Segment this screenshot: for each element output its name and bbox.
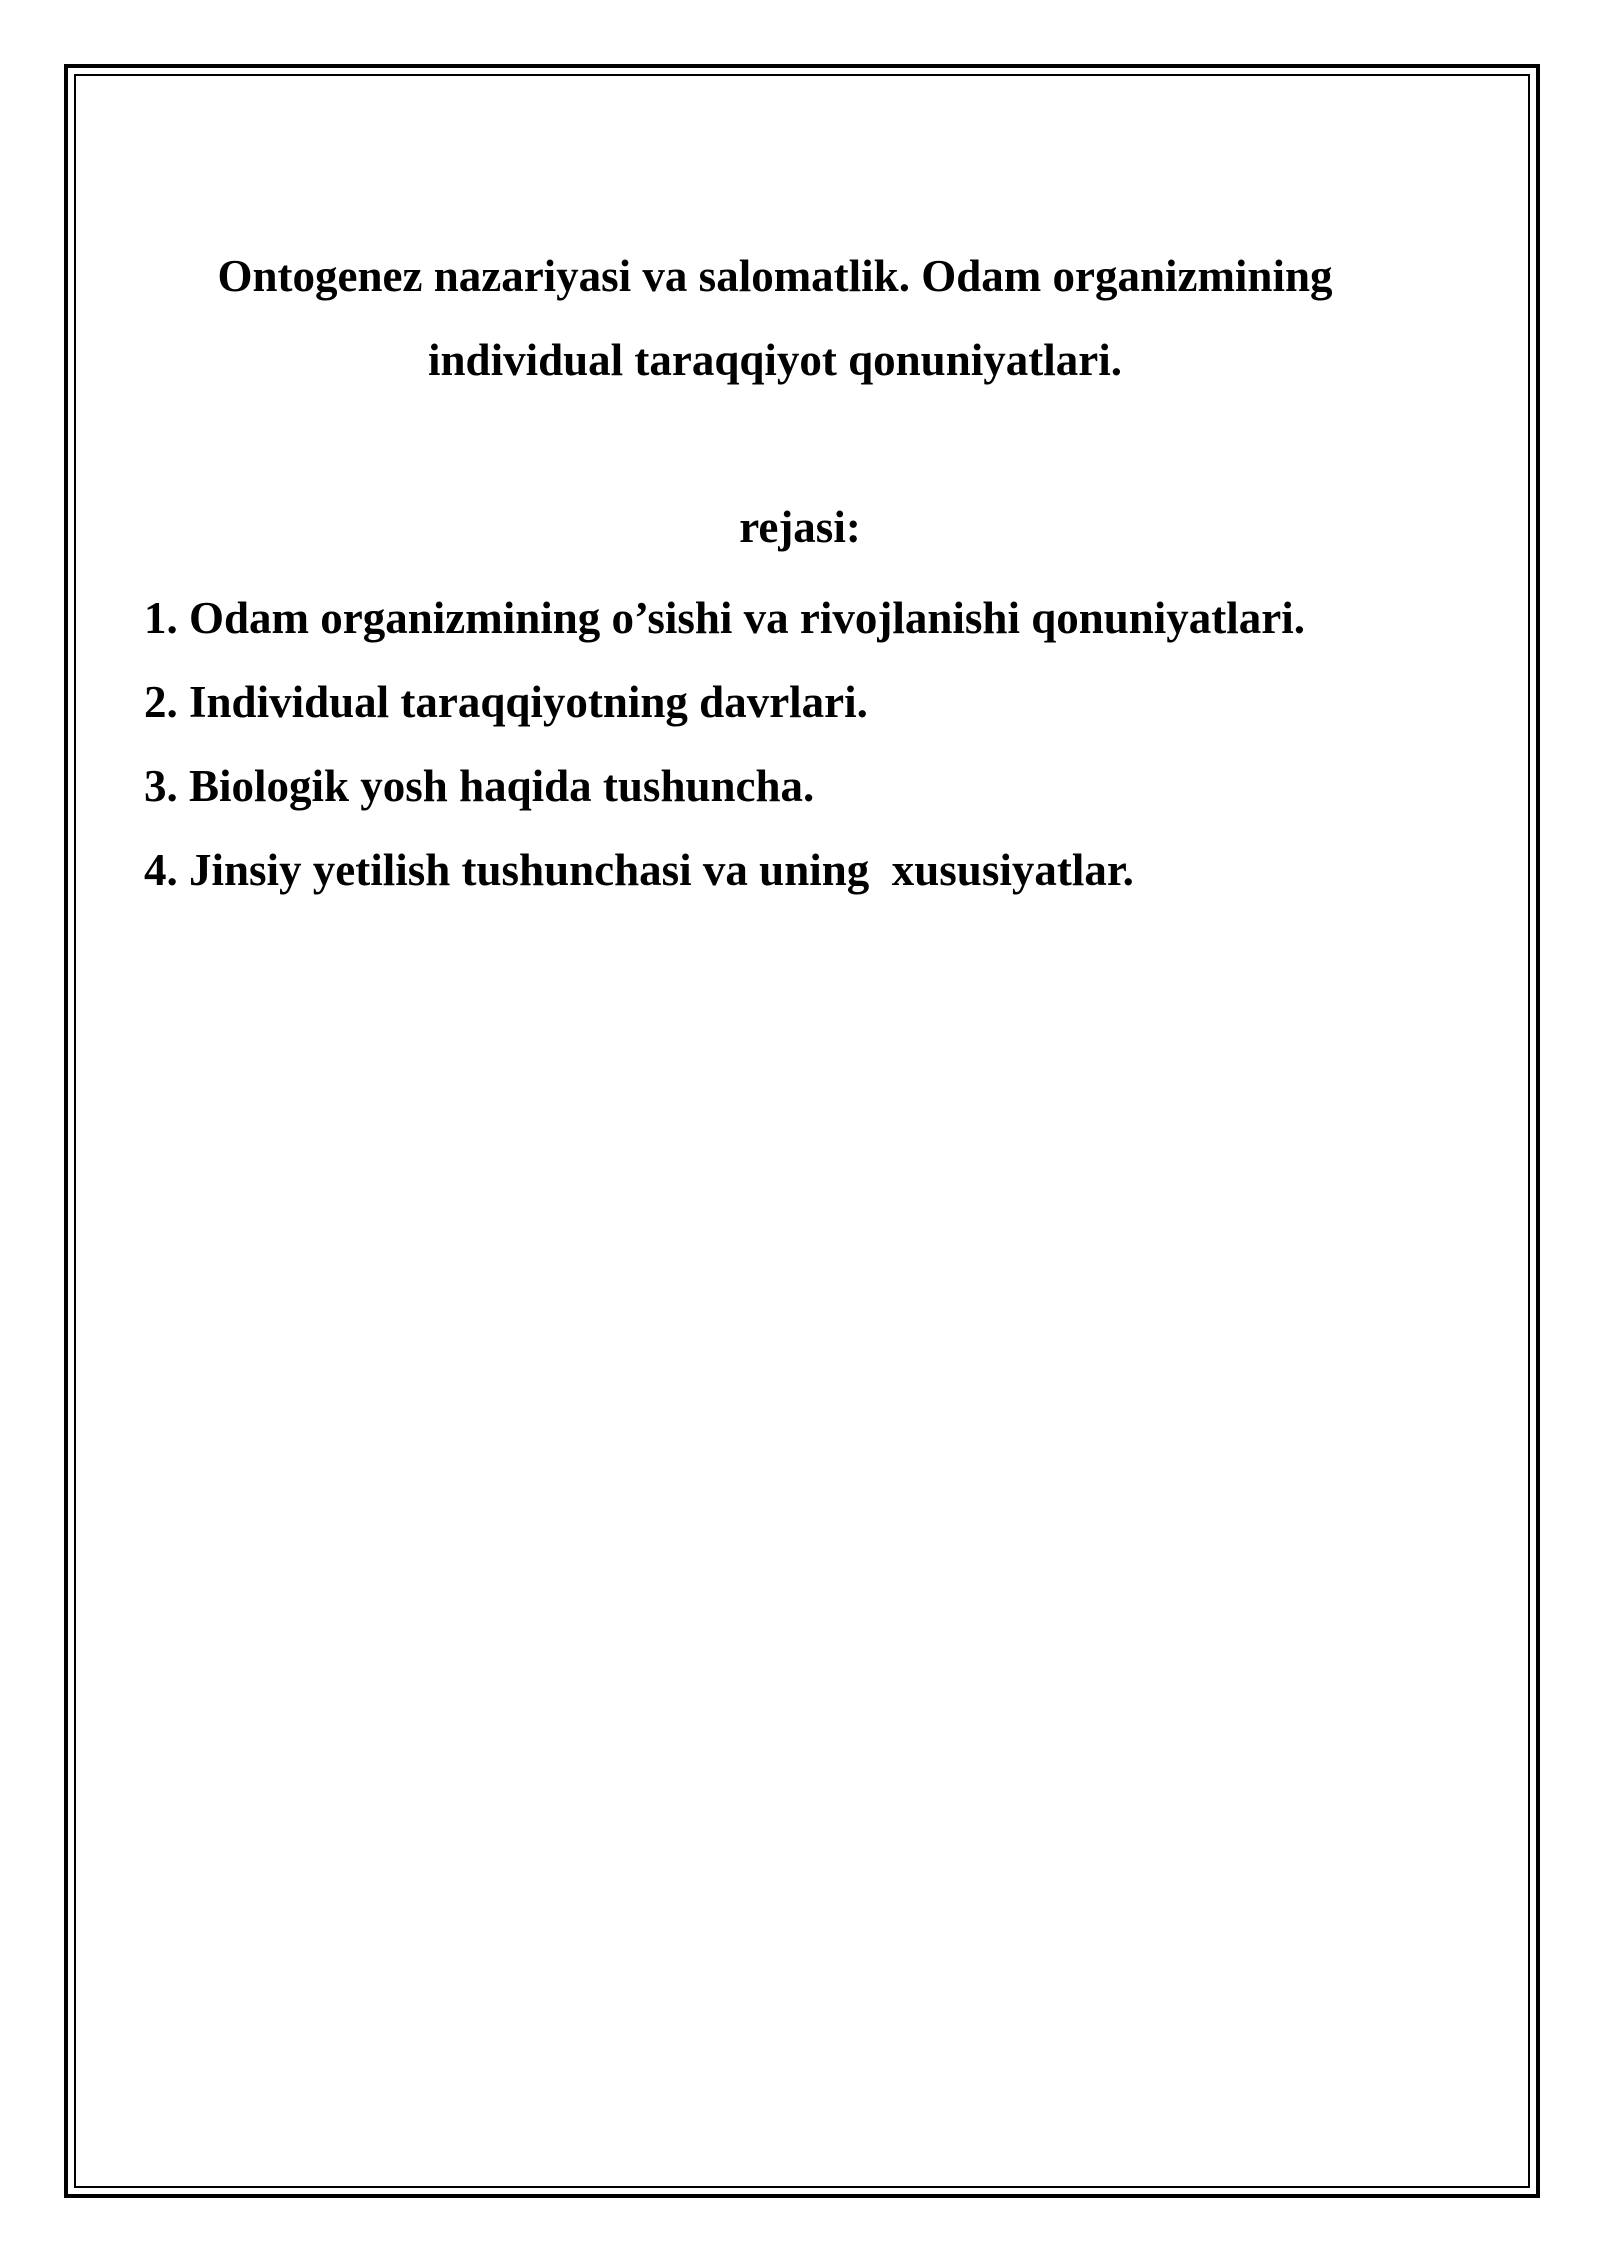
plan-item-2: 2. Individual taraqqiyotning davrlari. <box>144 677 868 727</box>
document-title <box>150 234 1400 402</box>
plan-item-3: 3. Biologik yosh haqida tushuncha. <box>144 761 815 811</box>
title-line-2: individual taraqqiyot qonuniyatlari. <box>428 335 1122 385</box>
plan-heading: rejasi: <box>739 502 861 552</box>
plan-list <box>144 576 1474 912</box>
plan-item-1: 1. Odam organizmining o’sishi va rivojlanishi qonuniyatlari. <box>144 593 1306 643</box>
plan-item-4: 4. Jinsiy yetilish tushunchasi va uning xususiyatlar. <box>144 845 1134 895</box>
title-line-1: Ontogenez nazariyasi va salomatlik. Odam organizmining <box>217 251 1333 301</box>
